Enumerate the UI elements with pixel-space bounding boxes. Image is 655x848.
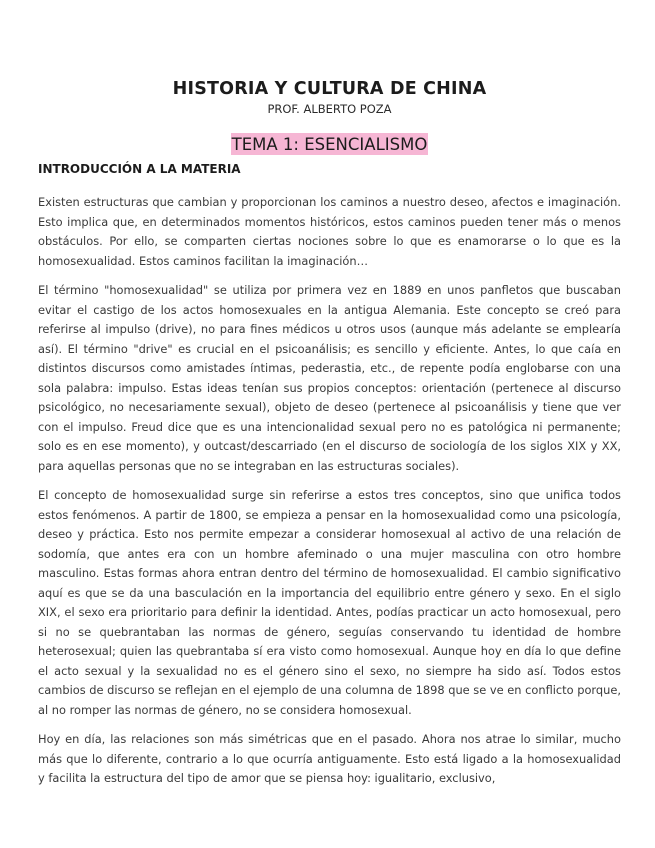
paragraph: El concepto de homosexualidad surge sin referirse a estos tres conceptos, sino que unifica todos estos fenómenos. A partir de 1800, se empieza a pensar en la homosexualidad como una psicología, deseo y práctica. Esto nos permite empezar a considerar homosexual al activo de una relación de sodomía, que antes era con un hombre afeminado o una mujer masculina con otro hombre masculino. Estas formas ahora entran dentro del término de homosexualidad. El cambio significativo aquí es que se da una basculación en la importancia del equilibrio entre género y sexo. En el siglo XIX, el sexo era prioritario para definir la identidad. Antes, podías practicar un acto homosexual, pero si no se quebrantaban las normas de género, seguías conservando tu identidad de hombre heterosexual; quien las quebrantaba sí era visto como homosexual. Aunque hoy en día lo que define el acto sexual y la sexualidad no es el género sino el sexo, no siempre ha sido así. Todos estos cambios de discurso se reflejan en el ejemplo de una columna de 1898 que se ve en conflicto porque, al no romper las normas de género, no se considera homosexual. [38, 488, 621, 717]
paragraph: Existen estructuras que cambian y proporcionan los caminos a nuestro deseo, afectos e imaginación. Esto implica que, en determinados momentos históricos, estos caminos pueden tener más o menos obstáculos. Por ello, se comparten ciertas nociones sobre lo que es enamorarse o lo que es la homosexualidad. Estos caminos facilitan la imaginación… [38, 195, 621, 268]
paragraph: El término "homosexualidad" se utiliza por primera vez en 1889 en unos panfletos que buscaban evitar el castigo de los actos homosexuales en la antigua Alemania. Este concepto se creó para referirse al impulso (drive), no para fines médicos u otros usos (aunque más adelante se emplearía así). El término "drive" es crucial en el psicoanálisis; es sencillo y eficiente. Antes, lo que caía en distintos discursos como amistades íntimas, pederastia, etc., de repente podía englobarse con una sola palabra: impulso. Estas ideas tenían sus propios conceptos: orientación (pertenece al discurso psicológico, no necesariamente sexual), objeto de deseo (pertenece al psicoanálisis y tiene que ver con el impulso. Freud dice que es una intencionalidad sexual pero no es patológica ni permanente; solo es en ese momento), y outcast/descarriado (en el discurso de sociología de los siglos XIX y XX, para aquellas personas que no se integraban en las estructuras sociales). [38, 283, 621, 473]
theme-heading: TEMA 1: ESENCIALISMO [231, 135, 428, 154]
section-heading: INTRODUCCIÓN A LA MATERIA [38, 162, 241, 176]
theme-heading-wrapper [38, 133, 621, 156]
document-page [38, 0, 621, 789]
document-title: HISTORIA Y CULTURA DE CHINA [172, 79, 487, 99]
paragraph: Hoy en día, las relaciones son más simétricas que en el pasado. Ahora nos atrae lo similar, mucho más que lo diferente, contrario a lo que ocurría antiguamente. Esto está ligado a la homosexualidad y facilita la estructura del tipo de amor que se piensa hoy: igualitario, exclusivo, [38, 732, 621, 785]
document-author: PROF. ALBERTO POZA [267, 102, 392, 116]
